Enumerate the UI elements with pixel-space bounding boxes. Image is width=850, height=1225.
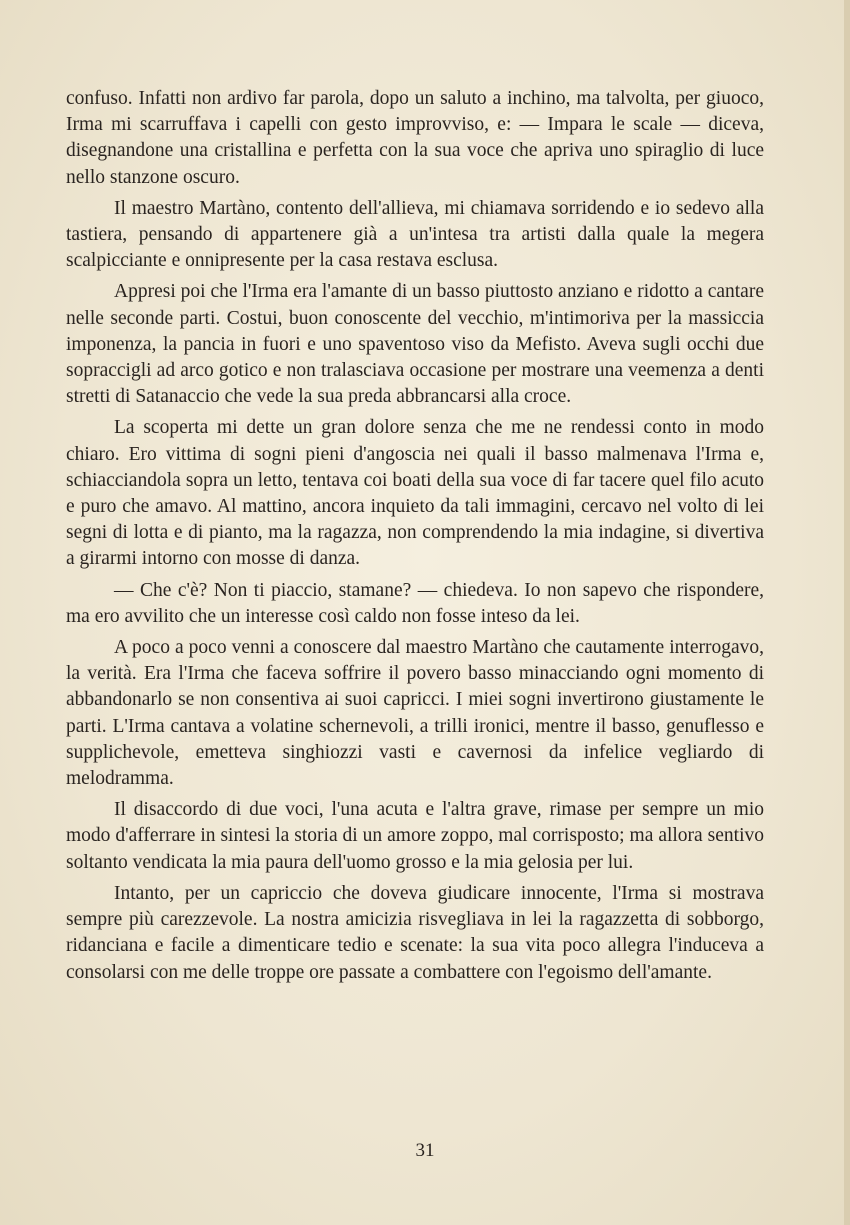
paragraph: — Che c'è? Non ti piaccio, stamane? — chiedeva. Io non sapevo che rispondere, ma ero avvilito che un interesse così caldo non fosse inteso da lei. bbox=[66, 579, 764, 627]
paragraph: Intanto, per un capriccio che doveva giudicare innocente, l'Irma si mostrava sempre più carezzevole. La nostra amicizia risvegliava in lei la ragazzetta di sobborgo, ridanciana e facile a dimenticare tedio e scenate: la sua vita poco allegra l'induceva a consolarsi con me delle troppe ore passate a combattere con l'egoismo dell'amante. bbox=[66, 882, 764, 983]
paragraph: A poco a poco venni a conoscere dal maestro Martàno che cautamente interrogavo, la verità. Era l'Irma che faceva soffrire il povero basso minacciando ogni momento di abbandonarlo se non consentiva ai suoi capricci. I miei sogni invertirono giustamente le parti. L'Irma cantava a volatine schernevoli, a trilli ironici, mentre il basso, genuflesso e supplichevole, emetteva singhiozzi vasti e cavernosi da infelice vegliardo di melodramma. bbox=[66, 637, 764, 790]
paragraph: Appresi poi che l'Irma era l'amante di un basso piuttosto anziano e ridotto a cantare nelle seconde parti. Costui, buon conoscente del vecchio, m'intimoriva per la massiccia imponenza, la pancia in fuori e uno spaventoso viso da Mefisto. Aveva sugli occhi due sopraccigli ad arco gotico e non tralasciava occasione per mostrare una veemenza a denti stretti di Satanaccio che vede la sua preda abbrancarsi alla croce. bbox=[66, 281, 764, 408]
body-text bbox=[66, 86, 764, 991]
page-number: 31 bbox=[415, 1140, 435, 1161]
paragraph: Il maestro Martàno, contento dell'allieva, mi chiamava sorridendo e io sedevo alla tastiera, pensando di appartenere già a un'intesa tra artisti dalla quale la megera scalpicciante e onnipresente per la casa restava esclusa. bbox=[66, 197, 764, 272]
paragraph: La scoperta mi dette un gran dolore senza che me ne rendessi conto in modo chiaro. Ero vittima di sogni pieni d'angoscia nei quali il basso malmenava l'Irma e, schiacciandola sopra un letto, tentava coi boati della sua voce di far tacere quel filo acuto e puro che amavo. Al mattino, ancora inquieto da tali immagini, cercavo nel volto di lei segni di lotta e di pianto, ma la ragazza, non comprendendo la mia indagine, si divertiva a girarmi intorno con mosse di danza. bbox=[66, 417, 764, 570]
page-edge bbox=[844, 0, 850, 1225]
paragraph: Il disaccordo di due voci, l'una acuta e l'altra grave, rimase per sempre un mio modo d'afferrare in sintesi la storia di un amore zoppo, mal corrisposto; ma allora sentivo soltanto vendicata la mia paura dell'uomo grosso e la mia gelosia per lui. bbox=[66, 799, 764, 873]
paragraph: confuso. Infatti non ardivo far parola, dopo un saluto a inchino, ma talvolta, per giuoco, Irma mi scarruffava i capelli con gesto improvviso, e: — Impara le scale — diceva, disegnandone una cristallina e perfetta con la sua voce che apriva uno spiraglio di luce nello stanzone oscuro. bbox=[66, 88, 764, 188]
